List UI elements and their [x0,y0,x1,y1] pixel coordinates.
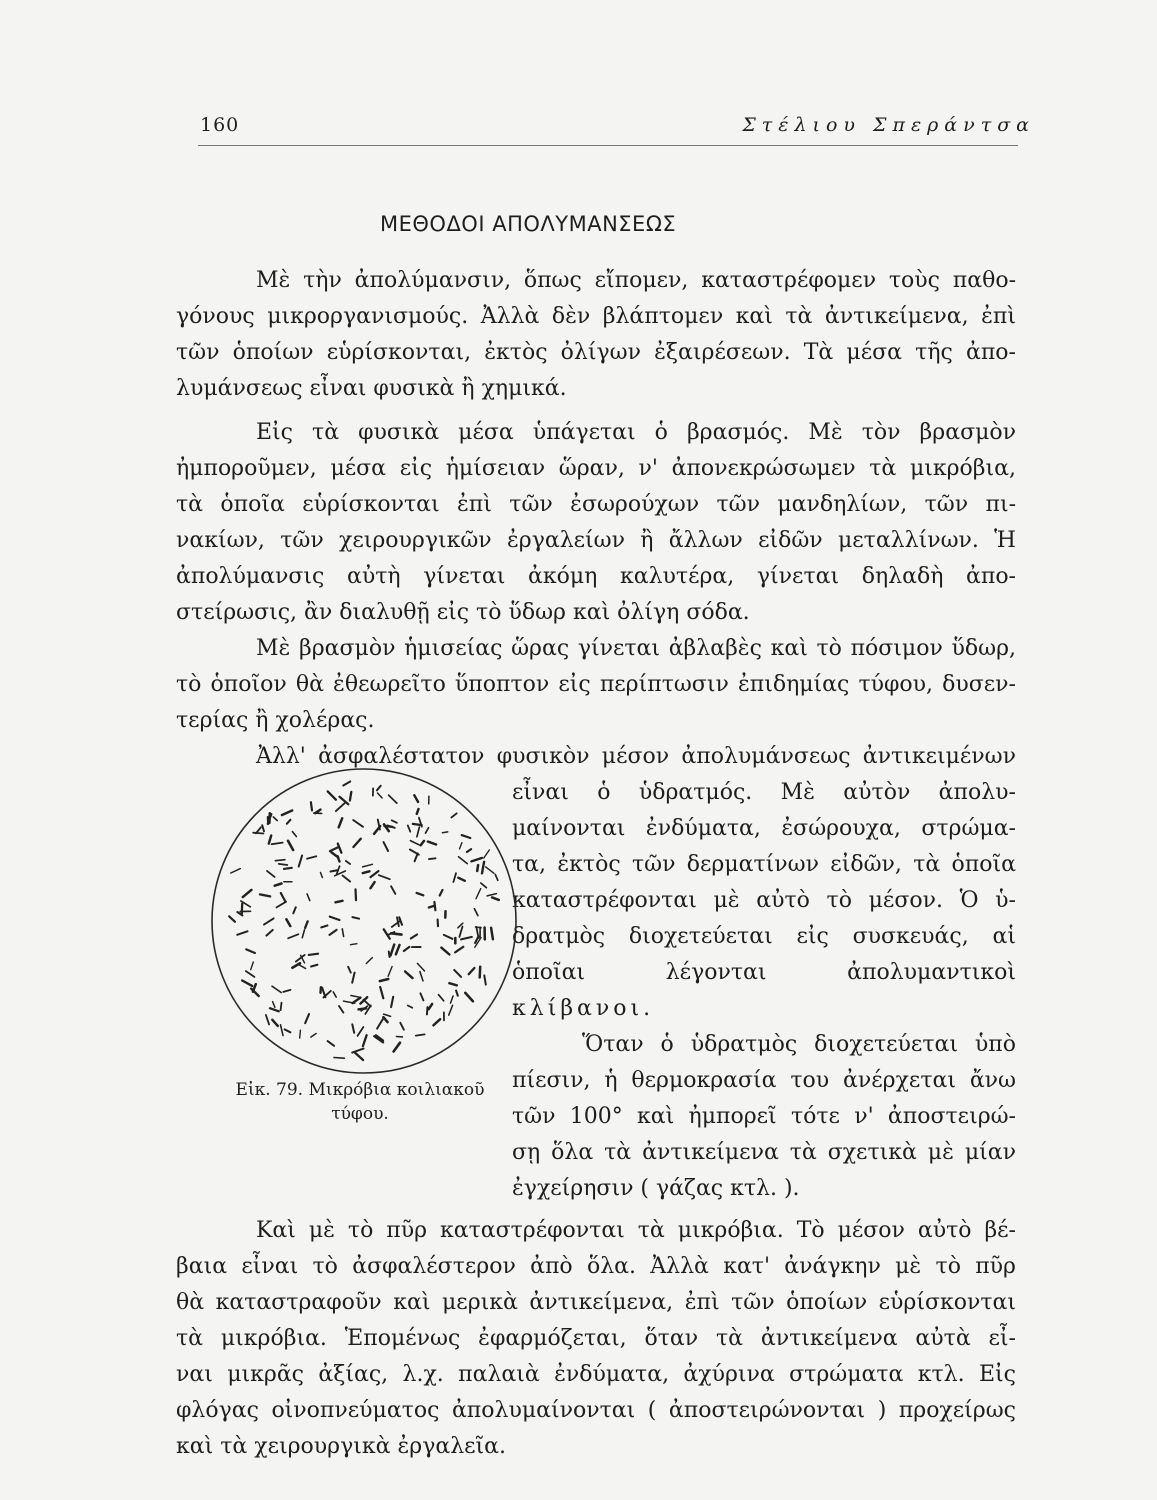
bacillus [451,813,456,817]
bacillus [281,1025,284,1036]
text-line: τὸ ὁποῖον θὰ ἐθεωρεῖτο ὕποπτον εἰς περίπτωσιν ἐπιδημίας τύφου, δυσεν- [176,672,1016,697]
bacillus [379,875,390,879]
bacillus [330,917,340,920]
bacillus [414,795,418,802]
bacillus [444,935,453,939]
bacillus [336,901,343,903]
figure-caption [200,1078,520,1126]
bacillus [417,893,424,895]
bacillus [404,947,410,951]
bacillus [275,884,282,886]
text-line: Μὲ τὴν ἀπολύμανσιν, ὅπως εἴπομεν, καταστρέφομεν τοὺς παθο- [256,268,1016,293]
bacillus [462,835,471,838]
bacillus [482,862,484,874]
bacillus [411,935,417,939]
bacillus [495,875,498,881]
bacillus [428,842,436,845]
bacillus [410,841,419,845]
bacillus [371,882,375,888]
text-line: νακίων, τῶν χειρουργικῶν ἐργαλείων ἢ ἄλλων εἰδῶν μεταλλίνων. Ἡ [176,528,1016,553]
bacillus [400,1023,404,1030]
bacillus [307,894,310,901]
bacillus [426,828,429,833]
bacillus [273,817,277,821]
bacillus [449,983,456,985]
bacillus [484,975,486,984]
bacillus [343,876,351,882]
text-line: τερίας ἢ χολέρας. [176,708,375,733]
bacillus [391,933,401,934]
bacillus [311,965,317,967]
bacillus [441,948,449,955]
bacillus [455,947,463,953]
text-line: Εἰς τὰ φυσικὰ μέσα ὑπάγεται ὁ βρασμός. Μὲ τὸν βρασμὸν [256,420,1016,445]
bacillus [273,1002,275,1008]
column-text-line: κλίβανοι. [512,996,655,1021]
text-line: Ἀλλ' ἀσφαλέστατον φυσικὸν μέσον ἀπολυμάνσεως ἀντικειμένων [256,744,1016,769]
bacillus [352,1049,363,1053]
bacillus [408,825,411,831]
bacillus [481,883,487,888]
bacillus [272,1020,278,1026]
bacillus [262,825,264,831]
bacillus [229,916,235,922]
bacillus [242,981,252,986]
bacillus [427,1007,428,1014]
bacillus [350,792,351,801]
bacillus [476,889,481,899]
bacillus [363,864,373,867]
bacillus [339,818,343,827]
bacillus [336,803,345,811]
bacillus [279,864,288,865]
bacillus [378,793,383,798]
bacillus [309,954,318,955]
bacillus [253,833,263,834]
bacillus [420,993,423,1000]
bacillus [384,826,392,827]
bacillus [465,993,473,1001]
bacillus [351,996,359,998]
text-line: φλόγας οἰνοπνεύματος ἀπολυμαίνονται ( ἀποστειρώνονται ) προχείρως [176,1398,1016,1423]
text-line: ἀπολύμανσις αὐτὴ γίνεται ἀκόμη καλυτέρα, γίνεται δηλαδὴ ἀπο- [176,564,1016,589]
bacillus [439,995,444,1001]
bacillus [377,1019,383,1028]
bacillus [380,987,383,998]
bacillus [231,869,241,873]
text-line: καὶ τὰ χειρουργικὰ ἐργαλεῖα. [176,1434,507,1459]
column-text-line: πίεσιν, ἡ θερμοκρασία του ἀνέρχεται ἄνω [512,1068,1016,1093]
bacillus [384,842,389,851]
text-line: λυμάνσεως εἶναι φυσικὰ ἢ χημικά. [176,376,567,401]
text-line: τὰ ὁποῖα εὑρίσκονται ἐπὶ τῶν ἐσωρούχων τῶν μανδηλίων, τῶν πι- [176,492,1016,517]
bacillus [399,917,402,925]
bacillus [486,867,494,873]
bacillus [469,968,475,974]
bacillus [491,928,493,939]
bacillus [287,820,291,824]
bacillus [334,1058,344,1059]
bacillus [356,889,357,900]
text-line: τῶν ὁποίων εὑρίσκονται, ἐκτὸς ὀλίγων ἐξαιρέσεων. Τὰ μέσα τῆς ἀπο- [176,340,1016,365]
running-head: Στέλιου Σπεράντσα [742,114,1035,136]
column-text-line: μαίνονται ἐνδύματα, ἐσώρουχα, στρώμα- [512,816,1016,841]
bacillus [474,909,478,916]
bacillus [449,1005,453,1015]
bacillus [285,1029,291,1032]
bacillus [392,820,397,823]
bacillus [451,996,454,1003]
text-line: Μὲ βρασμὸν ἡμισείας ὥρας γίνεται ἀβλαβὲς καὶ τὸ πόσιμον ὕδωρ, [256,636,1016,661]
column-text-line: εἶναι ὁ ὑδρατμός. Μὲ αὐτὸν ἀπολυ- [512,780,1016,805]
bacillus [384,1014,391,1016]
caption-line: τύφου. [331,1104,389,1124]
bacillus [342,929,343,937]
bacillus [363,871,370,873]
bacillus [429,1004,432,1009]
bacillus [270,1008,279,1011]
bacillus [454,970,461,977]
bacillus [433,1019,440,1025]
bacillus [440,890,443,896]
text-line: Καὶ μὲ τὸ πῦρ καταστρέφονται τὰ μικρόβια. Τὸ μέσον αὐτὸ βέ- [256,1218,1016,1243]
bacillus [471,858,482,862]
bacillus [307,856,316,858]
bacillus [459,857,468,864]
column-text-line: Ὅταν ὁ ὑδρατμὸς διοχετεύεται ὑπὸ [582,1032,1016,1057]
column-text-line: καταστρέφονται μὲ αὐτὸ τὸ μέσον. Ὁ ὑ- [512,888,1016,913]
bacillus [351,944,357,945]
bacillus [243,890,252,897]
bacillus [321,926,327,928]
bacillus [391,945,395,956]
bacillus [461,937,472,940]
bacillus [417,827,420,837]
bacillus [246,971,255,977]
text-line: βαια εἶναι τὸ ἀσφαλέστερον ἀπὸ ὅλα. Ἀλλὰ κατ' ἀνάγκην μὲ τὸ πῦρ [176,1254,1016,1279]
bacillus [358,1027,364,1036]
bacillus [492,897,499,900]
text-line: ἠμποροῦμεν, μέσα εἰς ἡμίσειαν ὥραν, ν' ἀπονεκρώσωμεν τὰ μικρόβια, [176,456,1016,481]
bacillus [305,1014,309,1023]
bacillus [416,1034,425,1035]
bacillus [272,843,283,845]
bacillus [281,1003,282,1010]
section-title: ΜΕΘΟΔΟΙ ΑΠΟΛΥΜΑΝΣΕΩΣ [380,212,677,236]
bacillus [484,850,490,858]
bacillus [371,871,379,877]
bacillus [408,1006,413,1008]
bacillus [389,795,397,803]
bacillus [266,930,272,936]
bacillus [282,811,292,816]
column-text-line: δρατμὸς διοχετεύεται εἰς συσκευάς, αἱ [512,924,1016,949]
bacillus [405,972,412,979]
bacillus [328,1041,335,1046]
bacillus [352,917,359,919]
bacillus [366,958,372,964]
bacillus [311,802,312,810]
bacillus [420,972,423,981]
bacillus [353,820,363,827]
bacillus [352,1024,354,1032]
bacillus [487,894,496,896]
bacillus [442,832,447,833]
bacillus [299,856,302,867]
bacillus [377,786,381,791]
bacillus [394,1043,400,1052]
column-text-line: ὁποῖαι λέγονται ἀπολυμαντικοὶ [512,960,1016,985]
bacillus [346,861,350,864]
text-line: στείρωσις, ἂν διαλυθῇ εἰς τὸ ὕδωρ καὶ ὀλίγη σόδα. [176,600,750,625]
microscope-figure [205,762,523,1080]
bacillus [363,1035,367,1046]
bacillus [458,878,465,881]
bacillus [467,849,471,852]
bacillus [330,847,338,851]
page-header [200,114,1035,140]
bacillus [237,931,247,935]
bacillus [311,1034,316,1038]
bacillus [305,921,308,928]
bacillus [417,963,424,971]
bacillus [330,930,337,935]
bacillus [460,843,462,849]
bacillus [288,841,293,850]
bacillus [251,962,254,970]
bacillus [277,902,287,908]
bacillus [275,860,285,861]
bacillus [286,919,290,926]
bacillus [321,873,323,878]
bacillus [348,967,351,973]
text-line: τὰ μικρόβια. Ἑπομένως ἐφαρμόζεται, ὅταν τὰ ἀντικείμενα αὐτὰ εἶ- [176,1326,1016,1351]
bacillus [328,791,336,799]
bacillus [260,894,270,896]
bacillus [415,853,418,861]
bacillus [283,990,290,992]
column-text-line: σῃ ὅλα τὰ ἀντικείμενα τὰ σχετικὰ μὲ μίαν [512,1140,1016,1165]
bacillus [333,992,336,997]
text-line: θὰ καταστραφοῦν καὶ μερικὰ ἀντικείμενα, ἐπὶ τῶν ὁποίων εὑρίσκονται [176,1290,1016,1315]
bacillus [352,973,354,983]
bacillus [353,998,361,1004]
bacillus [396,945,400,954]
bacillus [477,865,478,871]
bacillus [388,967,392,977]
bacillus [343,782,350,786]
bacillus [459,927,462,937]
bacillus [476,927,478,938]
bacillus [480,967,481,978]
bacilli-group [229,782,499,1061]
caption-line: Εἰκ. 79. Μικρόβια κοιλιακοῦ [235,1080,485,1100]
bacillus [456,991,458,996]
bacillus [389,952,390,958]
bacillus [300,1030,301,1038]
bacillus [299,965,306,969]
text-line: ναι μικρᾶς ἀξίας, λ.χ. παλαιὰ ἐνδύματα, ἀχύρινα στρώματα κτλ. Εἰς [176,1362,1016,1387]
bacillus [380,979,389,981]
bacillus [421,841,424,845]
bacillus [355,1052,364,1060]
bacillus [383,1017,387,1022]
bacillus [264,918,274,924]
bacillus [266,1015,269,1024]
header-rule [198,145,1018,146]
bacillus [246,949,255,953]
bacillus [281,893,286,902]
bacillus [339,1006,343,1013]
bacillus [293,907,296,913]
bacillus [269,836,271,844]
column-text-line: τα, ἐκτὸς τῶν δερματίνων εἰδῶν, τὰ ὁποῖα [512,852,1016,877]
bacillus [284,868,292,869]
bacillus [453,873,456,882]
column-text-line: ἐγχείρησιν ( γάζας κτλ. ). [512,1176,800,1201]
bacillus [292,832,296,837]
text-line: γόνους μικροργανισμούς. Ἀλλὰ δὲν βλάπτομεν καὶ τὰ ἀντικείμενα, ἐπὶ [176,304,1016,329]
bacillus [267,871,275,877]
bacillus [391,886,395,894]
bacillus [429,858,436,859]
bacillus [434,902,435,910]
column-text-line: τῶν 100° καὶ ἠμπορεῖ τότε ν' ἀποστειρώ- [512,1104,1016,1129]
bacillus [353,839,360,847]
bacillus [417,809,419,814]
bacillus [288,934,298,938]
bacillus [391,997,393,1007]
bacillus [302,930,304,938]
page-number: 160 [200,114,240,136]
bacillus [272,986,281,992]
